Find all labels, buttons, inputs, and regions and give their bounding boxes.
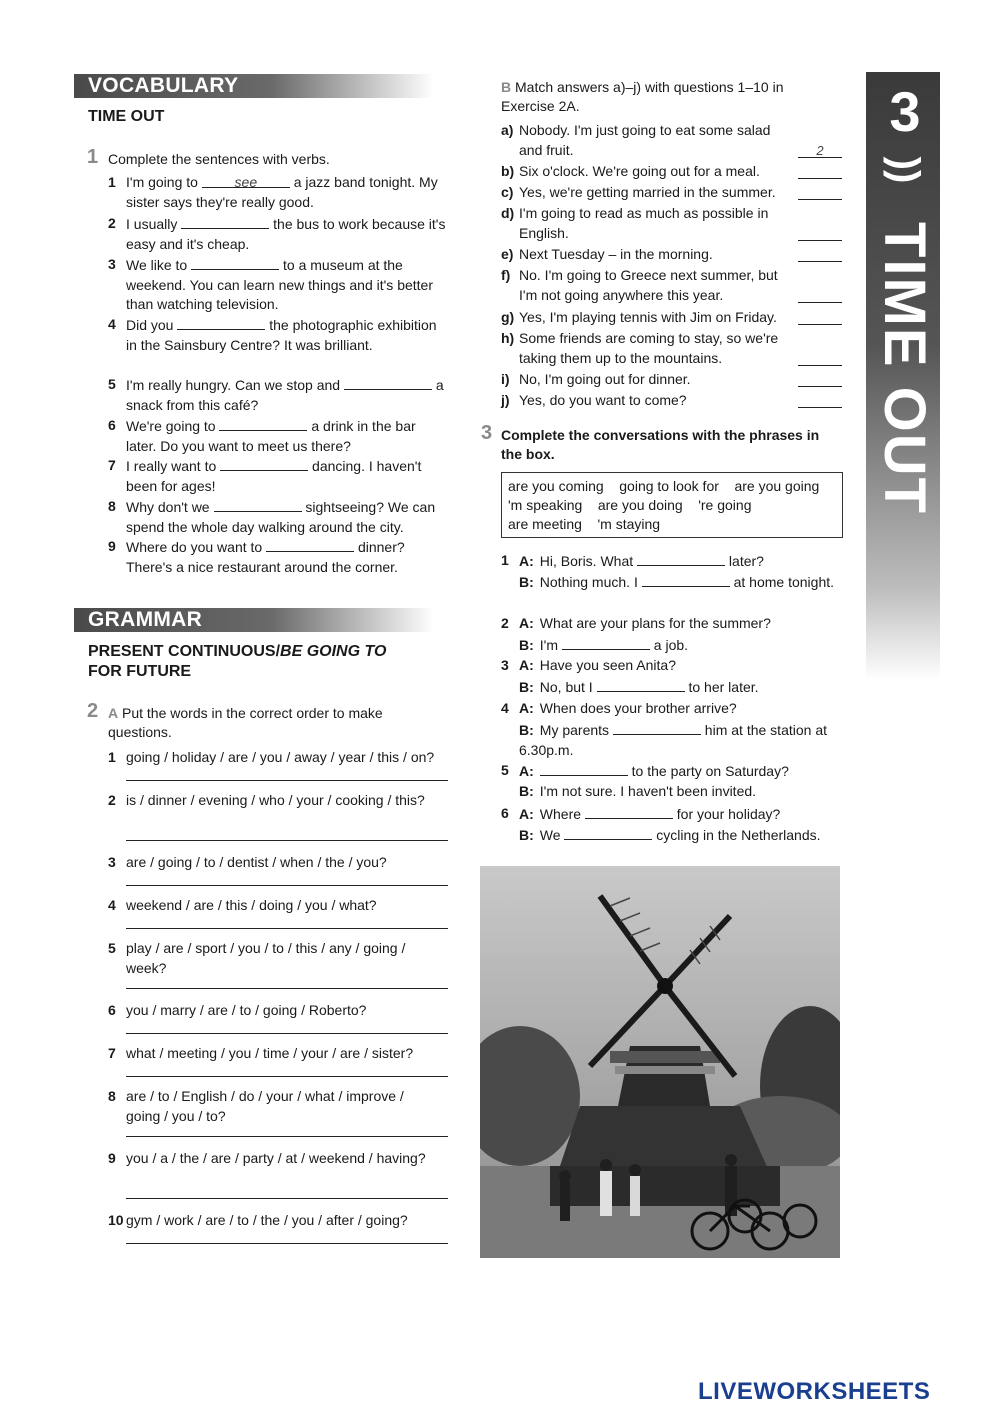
answer-blank[interactable] xyxy=(181,214,269,229)
a-text xyxy=(540,806,781,822)
grammar-item xyxy=(108,791,438,811)
item-text-a: I usually xyxy=(126,216,182,232)
answer-blank[interactable] xyxy=(564,825,652,840)
match-item xyxy=(501,245,791,265)
item-key: d) xyxy=(501,205,515,221)
item-number: 1 xyxy=(108,749,116,765)
conversation-line-b xyxy=(519,635,841,656)
conversation-number: 6 xyxy=(501,805,509,821)
exercise-1-number: 1 xyxy=(87,146,99,168)
match-answer-blank[interactable] xyxy=(798,185,842,200)
speaker-a-label: A: xyxy=(519,806,534,822)
b-pre: No, but I xyxy=(539,679,597,695)
grammar-item-text xyxy=(126,791,438,811)
speaker-b-label: B: xyxy=(519,722,534,738)
conversation-line-a xyxy=(501,699,841,719)
grammar-item xyxy=(108,1001,438,1021)
b-pre: Nothing much. I xyxy=(539,574,642,590)
answer-blank[interactable] xyxy=(220,456,308,471)
match-item-text xyxy=(519,329,791,368)
item-text: Yes, I'm playing tennis with Jim on Friday. xyxy=(519,309,777,325)
item-text-a: We're going to xyxy=(126,418,220,434)
answer-line[interactable] xyxy=(126,928,448,929)
speaker-b-label: B: xyxy=(519,679,534,695)
answer-blank[interactable] xyxy=(219,416,307,431)
conversation-line-a xyxy=(501,551,841,572)
match-answer-blank[interactable] xyxy=(798,310,842,325)
match-item-text xyxy=(519,162,791,182)
item-text: Next Tuesday – in the morning. xyxy=(519,246,713,262)
phrase-box-line-3: are meeting 'm staying xyxy=(508,516,661,532)
b-post: to her later. xyxy=(684,679,759,695)
item-number: 2 xyxy=(108,792,116,808)
item-text: Six o'clock. We're going out for a meal. xyxy=(519,163,760,179)
conversation-line-b xyxy=(519,572,841,593)
item-key: g) xyxy=(501,309,515,325)
match-item-text xyxy=(519,204,791,243)
match-answer-blank[interactable] xyxy=(798,288,842,303)
item-key: i) xyxy=(501,371,510,387)
item-number: 3 xyxy=(108,256,116,272)
match-item xyxy=(501,391,791,411)
grammar-item-text xyxy=(126,1149,438,1169)
grammar-subtitle-a: PRESENT CONTINUOUS/ xyxy=(88,643,281,660)
item-number: 8 xyxy=(108,1088,116,1104)
grammar-item xyxy=(108,1211,438,1231)
exercise-2b-instruction xyxy=(501,78,831,116)
b-pre: I'm xyxy=(539,637,562,653)
exercise-3-instruction: Complete the conversations with the phrases in the box. xyxy=(501,427,820,462)
item-text: what / meeting / you / time / your / are / sister? xyxy=(126,1045,414,1061)
exercise-2-letter: A xyxy=(108,705,119,721)
item-text: gym / work / are / to / the / you / after / going? xyxy=(126,1212,408,1228)
b-text xyxy=(540,637,688,653)
conversation-line-b xyxy=(519,677,841,698)
a-post: for your holiday? xyxy=(672,806,781,822)
item-number: 4 xyxy=(108,316,116,332)
grammar-item xyxy=(108,1149,438,1169)
b-text xyxy=(540,783,756,799)
b-post: cycling in the Netherlands. xyxy=(652,827,821,843)
item-key: f) xyxy=(501,267,511,283)
item-key: j) xyxy=(501,392,510,408)
item-text-b: dancing. I haven't been for ages! xyxy=(126,458,422,494)
exercise-1-instruction: Complete the sentences with verbs. xyxy=(108,151,330,167)
match-item xyxy=(501,204,791,243)
grammar-item-text xyxy=(126,896,438,916)
vocab-item-text xyxy=(126,537,448,577)
conversation-line-b xyxy=(519,782,841,802)
conversation-line-b xyxy=(519,720,841,760)
chapter-number: 3 xyxy=(889,80,921,143)
a-pre: Hi, Boris. What xyxy=(539,553,638,569)
answer-blank[interactable] xyxy=(613,720,701,735)
grammar-item-text xyxy=(126,1087,438,1126)
conversation-a xyxy=(519,656,841,676)
b-text xyxy=(540,574,834,590)
speaker-a-label: A: xyxy=(519,615,534,631)
phrase-box xyxy=(501,472,843,538)
grammar-header: GRAMMAR xyxy=(74,608,434,632)
item-number: 9 xyxy=(108,1150,116,1166)
match-item xyxy=(501,183,791,203)
answer-blank[interactable] xyxy=(344,375,432,390)
item-number: 7 xyxy=(108,457,116,473)
answer-line[interactable] xyxy=(126,1243,448,1244)
item-number: 10 xyxy=(108,1212,124,1228)
vocab-item xyxy=(108,173,448,212)
sound-icon: )) xyxy=(883,156,927,184)
b-post: a job. xyxy=(649,637,689,653)
a-text xyxy=(540,657,676,673)
item-text: is / dinner / evening / who / your / cooking / this? xyxy=(126,792,425,808)
item-text: you / marry / are / to / going / Roberto? xyxy=(126,1002,367,1018)
conversation-a xyxy=(519,804,841,825)
answer-blank[interactable] xyxy=(177,315,265,330)
answer-blank[interactable] xyxy=(214,497,302,512)
item-text: are / to / English / do / your / what / improve / going / you / to? xyxy=(126,1088,404,1124)
grammar-item-text xyxy=(126,853,438,873)
a-text xyxy=(540,553,764,569)
answer-line[interactable] xyxy=(126,1136,448,1137)
item-text: No, I'm going out for dinner. xyxy=(519,371,691,387)
b-pre: I'm not sure. I haven't been invited. xyxy=(539,783,757,799)
a-post: to the party on Saturday? xyxy=(627,763,789,779)
item-text-a: I'm going to xyxy=(126,174,202,190)
match-answer-blank[interactable]: 2 xyxy=(798,143,842,158)
conversation-line-a xyxy=(501,656,841,676)
phrase-box-line-1: are you coming going to look for are you going xyxy=(508,478,820,494)
item-text-a: Where do you want to xyxy=(126,539,267,555)
answer-blank[interactable] xyxy=(597,677,685,692)
grammar-item xyxy=(108,748,438,768)
item-text-b: the photographic exhibition in the Sainsbury Centre? It was brilliant. xyxy=(126,317,437,353)
speaker-b-label: B: xyxy=(519,827,534,843)
conversation-line-b xyxy=(519,825,841,846)
vocab-item xyxy=(108,255,448,315)
phrase-box-line-2: 'm speaking are you doing 're going xyxy=(508,497,752,513)
item-text: going / holiday / are / you / away / year / this / on? xyxy=(126,749,435,765)
vocab-item xyxy=(108,416,448,456)
grammar-item-text xyxy=(126,1211,438,1231)
grammar-item xyxy=(108,896,438,916)
match-item-text xyxy=(519,183,791,203)
match-answer-blank[interactable] xyxy=(798,226,842,241)
item-number: 7 xyxy=(108,1045,116,1061)
match-item-text xyxy=(519,370,791,390)
speaker-b-label: B: xyxy=(519,783,534,799)
item-text-a: We like to xyxy=(126,257,192,273)
match-item xyxy=(501,266,791,305)
match-item xyxy=(501,162,791,182)
item-text: Yes, do you want to come? xyxy=(519,392,687,408)
conversation-a xyxy=(519,699,841,719)
grammar-subtitle-b: BE GOING TO xyxy=(280,643,387,660)
windmill-photo xyxy=(480,866,840,1258)
windmill-illustration xyxy=(480,866,840,1258)
match-answer-blank[interactable] xyxy=(798,393,842,408)
b-post: him at the station at 6.30p.m. xyxy=(519,722,827,758)
a-pre: What are your plans for the summer? xyxy=(539,615,771,631)
item-key: a) xyxy=(501,122,514,138)
vocab-item xyxy=(108,497,448,537)
item-number: 1 xyxy=(108,174,116,190)
item-text: No. I'm going to Greece next summer, but I'm not going anywhere this year. xyxy=(519,267,778,303)
grammar-item-text xyxy=(126,939,438,978)
exercise-2b-text: Match answers a)–j) with questions 1–10 in Exercise 2A. xyxy=(501,79,784,114)
liveworksheets-logo: LIVEWORKSHEETS xyxy=(698,1378,931,1405)
conversation-line-a xyxy=(501,614,841,634)
vocab-item-text xyxy=(126,497,448,537)
item-text: you / a / the / are / party / at / weekend / having? xyxy=(126,1150,426,1166)
answer-blank[interactable] xyxy=(585,804,673,819)
item-text-b: dinner? There's a nice restaurant around the corner. xyxy=(126,539,405,575)
conversation-number: 2 xyxy=(501,615,509,631)
item-text-b: the bus to work because it's easy and it's cheap. xyxy=(126,216,446,252)
b-text xyxy=(540,679,759,695)
vocab-item-text xyxy=(126,456,448,496)
answer-line[interactable] xyxy=(126,1198,448,1199)
grammar-item-text xyxy=(126,1001,438,1021)
match-answer-blank[interactable] xyxy=(798,372,842,387)
item-text: Some friends are coming to stay, so we're taking them up to the mountains. xyxy=(519,330,779,366)
item-text-a: I really want to xyxy=(126,458,221,474)
match-item-text xyxy=(519,391,791,411)
match-item-text xyxy=(519,245,791,265)
speaker-b-label: B: xyxy=(519,574,534,590)
item-number: 6 xyxy=(108,1002,116,1018)
a-post: later? xyxy=(725,553,764,569)
conversation-line-a xyxy=(501,761,841,782)
match-item-text xyxy=(519,121,791,160)
answer-blank[interactable] xyxy=(637,551,725,566)
answer-blank[interactable] xyxy=(266,537,354,552)
a-text xyxy=(540,763,789,779)
conversation-a xyxy=(519,614,841,634)
speaker-a-label: A: xyxy=(519,553,534,569)
conversation-a xyxy=(519,551,841,572)
grammar-item xyxy=(108,1087,438,1126)
match-answer-blank[interactable] xyxy=(798,247,842,262)
answer-blank[interactable] xyxy=(562,635,650,650)
item-key: e) xyxy=(501,246,514,262)
b-pre: My parents xyxy=(539,722,613,738)
grammar-item xyxy=(108,1044,438,1064)
item-text-b: sightseeing? We can spend the whole day walking around the city. xyxy=(126,499,436,535)
item-text: I'm going to read as much as possible in English. xyxy=(519,205,769,241)
item-text-b: to a museum at the weekend. You can learn new things and it's better than watching television. xyxy=(126,257,433,312)
vocab-item xyxy=(108,537,448,577)
item-number: 9 xyxy=(108,538,116,554)
grammar-item xyxy=(108,853,438,873)
exercise-3-number: 3 xyxy=(481,422,493,444)
conversation-line-a xyxy=(501,804,841,825)
b-post: at home tonight. xyxy=(729,574,835,590)
item-text-b: a jazz band tonight. My sister says they're really good. xyxy=(126,174,438,210)
speaker-a-label: A: xyxy=(519,657,534,673)
vocab-item-text xyxy=(126,214,448,254)
vocabulary-header: VOCABULARY xyxy=(74,74,434,98)
match-item-text xyxy=(519,308,791,328)
answer-blank[interactable] xyxy=(540,761,628,776)
item-number: 4 xyxy=(108,897,116,913)
grammar-item-text xyxy=(126,1044,438,1064)
item-number: 5 xyxy=(108,376,116,392)
vocab-item-text xyxy=(126,255,448,315)
conversation-number: 5 xyxy=(501,762,509,778)
item-text: Yes, we're getting married in the summer. xyxy=(519,184,776,200)
a-text xyxy=(540,615,771,631)
item-text: weekend / are / this / doing / you / what? xyxy=(126,897,377,913)
b-text xyxy=(540,827,821,843)
item-text-b: a snack from this café? xyxy=(126,377,444,413)
conversation-a xyxy=(519,761,841,782)
exercise-2b-letter: B xyxy=(501,79,512,95)
a-pre: When does your brother arrive? xyxy=(539,700,737,716)
a-text xyxy=(540,700,737,716)
item-number: 2 xyxy=(108,215,116,231)
conversation-number: 4 xyxy=(501,700,509,716)
vocab-item xyxy=(108,315,448,355)
match-item xyxy=(501,329,791,368)
speaker-a-label: A: xyxy=(519,763,534,779)
b-text xyxy=(519,722,827,758)
item-number: 8 xyxy=(108,498,116,514)
speaker-b-label: B: xyxy=(519,637,534,653)
item-text: are / going / to / dentist / when / the / you? xyxy=(126,854,387,870)
item-number: 6 xyxy=(108,417,116,433)
item-number: 3 xyxy=(108,854,116,870)
answer-line[interactable] xyxy=(126,780,448,781)
vocab-item xyxy=(108,214,448,254)
vocab-item-text xyxy=(126,416,448,456)
item-text-b: a drink in the bar later. Do you want to meet us there? xyxy=(126,418,416,454)
item-text: Nobody. I'm just going to eat some salad and fruit. xyxy=(519,122,771,158)
answer-blank[interactable] xyxy=(191,255,279,270)
item-text: play / are / sport / you / to / this / any / going / week? xyxy=(126,940,406,976)
grammar-item-text xyxy=(126,748,438,768)
speaker-a-label: A: xyxy=(519,700,534,716)
grammar-subtitle xyxy=(88,642,448,682)
answer-blank[interactable]: see xyxy=(202,173,290,188)
item-text-a: I'm really hungry. Can we stop and xyxy=(126,377,344,393)
exercise-2-text: Put the words in the correct order to make questions. xyxy=(108,705,383,740)
item-text-a: Did you xyxy=(126,317,178,333)
item-key: h) xyxy=(501,330,515,346)
answer-line[interactable] xyxy=(126,840,448,841)
item-number: 5 xyxy=(108,940,116,956)
answer-line[interactable] xyxy=(126,885,448,886)
match-item-text xyxy=(519,266,791,305)
b-pre: We xyxy=(539,827,565,843)
match-item xyxy=(501,308,791,328)
vocab-item-text xyxy=(126,173,448,212)
grammar-subtitle-c: FOR FUTURE xyxy=(88,663,192,680)
answer-line[interactable] xyxy=(126,1033,448,1034)
item-key: c) xyxy=(501,184,514,200)
exercise-2-number: 2 xyxy=(87,700,99,722)
answer-line[interactable] xyxy=(126,988,448,989)
exercise-2-instruction xyxy=(108,704,438,742)
grammar-item xyxy=(108,939,438,978)
match-item xyxy=(501,370,791,390)
a-pre: Have you seen Anita? xyxy=(539,657,676,673)
match-answer-blank[interactable] xyxy=(798,164,842,179)
a-pre: Where xyxy=(539,806,585,822)
vocab-item xyxy=(108,375,448,415)
match-item xyxy=(501,121,791,160)
vocab-item-text xyxy=(126,375,448,415)
answer-line[interactable] xyxy=(126,1076,448,1077)
conversation-number: 1 xyxy=(501,552,509,568)
answer-blank[interactable] xyxy=(642,572,730,587)
conversation-number: 3 xyxy=(501,657,509,673)
item-key: b) xyxy=(501,163,515,179)
item-text-a: Why don't we xyxy=(126,499,214,515)
vocab-item xyxy=(108,456,448,496)
match-answer-blank[interactable] xyxy=(798,351,842,366)
vocabulary-subtitle: TIME OUT xyxy=(88,108,165,125)
vocab-item-text xyxy=(126,315,448,355)
chapter-title: TIME OUT xyxy=(872,222,937,516)
